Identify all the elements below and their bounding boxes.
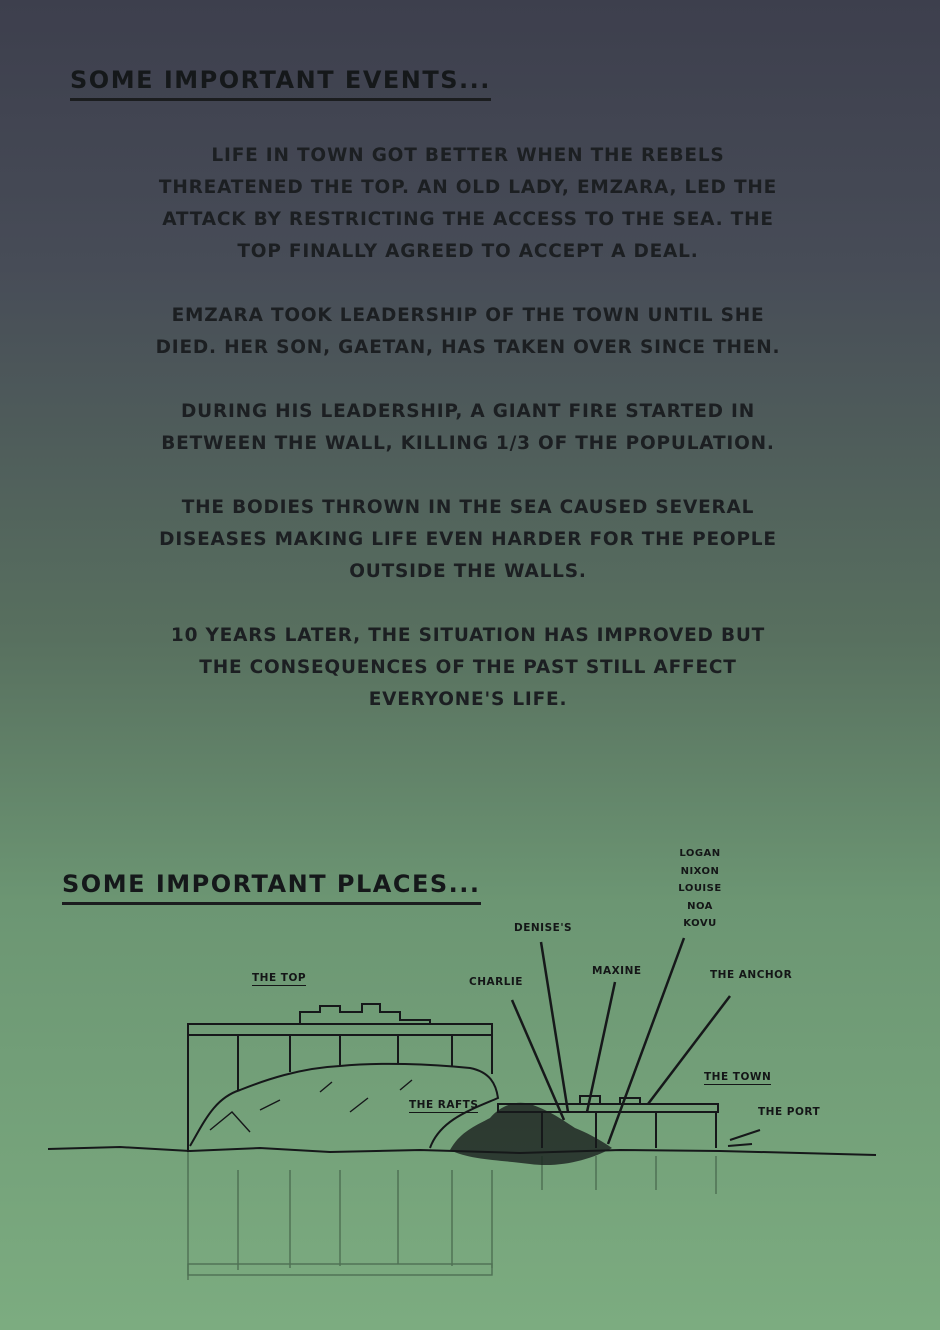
the-port-drawing [728, 1130, 760, 1146]
label-the-rafts: THE RAFTS [409, 1099, 479, 1111]
label-denises: DENISE'S [514, 922, 573, 934]
event-paragraph: DURING HIS LEADERSHIP, A GIANT FIRE STARTED IN BETWEEN THE WALL, KILLING 1/3 OF THE POPULATION. [161, 401, 775, 454]
label-the-top: THE TOP [252, 972, 307, 984]
label-maxine: MAXINE [592, 965, 642, 977]
label-the-town: THE TOWN [704, 1071, 772, 1083]
event-paragraph: LIFE IN TOWN GOT BETTER WHEN THE REBELS THREATENED THE TOP. AN OLD LADY, EMZARA, LED THE ATTACK BY RESTRICTING THE ACCESS TO THE SEA. THE TOP FINALLY AGREED TO ACCEPT A DEAL. [158, 145, 778, 262]
label-charlie: CHARLIE [469, 976, 523, 988]
event-paragraph: THE BODIES THROWN IN THE SEA CAUSED SEVERAL DISEASES MAKING LIFE EVEN HARDER FOR THE PEOPLE OUTSIDE THE WALLS. [159, 497, 777, 582]
residents-list [672, 845, 728, 933]
event-paragraph: EMZARA TOOK LEADERSHIP OF THE TOWN UNTIL SHE DIED. HER SON, GAETAN, HAS TAKEN OVER SINCE THEN. [155, 305, 781, 358]
resident-name: NIXON [680, 865, 720, 877]
resident-name: KOVU [683, 918, 717, 929]
places-heading: SOME IMPORTANT PLACES... [62, 870, 481, 905]
events-heading: SOME IMPORTANT EVENTS... [70, 66, 491, 101]
resident-name: NOA [687, 900, 713, 912]
event-paragraph: 10 YEARS LATER, THE SITUATION HAS IMPROVED BUT THE CONSEQUENCES OF THE PAST STILL AFFECT EVERYONE'S LIFE. [170, 625, 766, 710]
the-top-drawing [188, 1004, 498, 1152]
label-the-anchor: THE ANCHOR [710, 969, 793, 981]
resident-name: LOGAN [679, 848, 721, 859]
label-the-port: THE PORT [758, 1106, 821, 1118]
resident-name: LOUISE [678, 883, 722, 894]
water-reflection [188, 1152, 716, 1280]
